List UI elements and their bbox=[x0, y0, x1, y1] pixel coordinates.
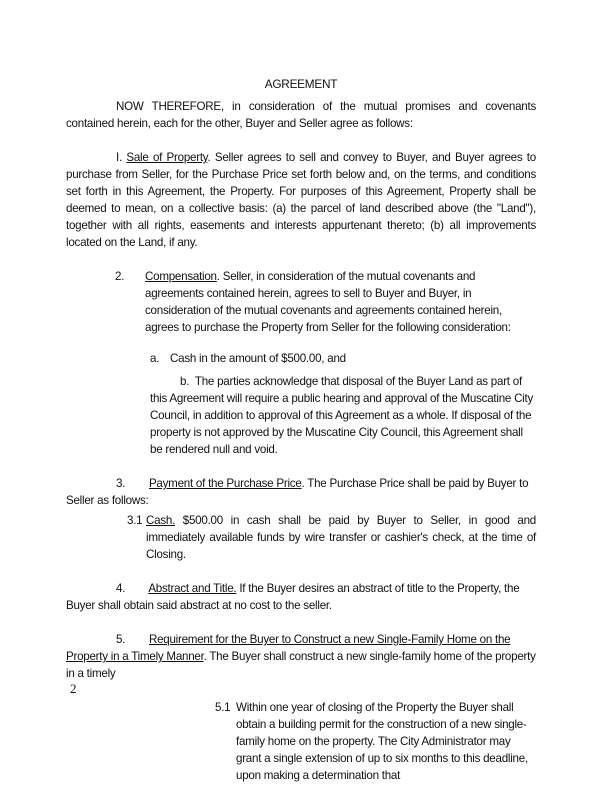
item-text: Cash in the amount of $500.00, and bbox=[170, 352, 346, 365]
section-1 bbox=[66, 149, 536, 251]
item-number: b. bbox=[180, 375, 190, 388]
section-text: . Seller agrees to sell and convey to Buyer, and Buyer agrees to purchase from Seller, for the Purchase Price set forth below and, on the terms, and conditions set forth in this Agreement, the Property. For purposes of this Agreement, Property shall be deemed to mean, on a collective basis: (a) the parcel of land described above (the "Land"), together with all rights, easements and interests appurtenant thereto; (b) all improvements located on the Land, if any. bbox=[66, 151, 536, 249]
item-number: 3.1 bbox=[127, 514, 143, 527]
section-number: 5. bbox=[116, 633, 126, 646]
section-text: . The Purchase Price shall be paid by Buyer to Seller as follows: bbox=[66, 477, 529, 507]
section-text: If the Buyer desires an abstract of title to the Property, the Buyer shall obtain said abstract at no cost to the seller. bbox=[66, 582, 520, 612]
section-heading: Compensation bbox=[145, 270, 217, 283]
intro-paragraph: NOW THEREFORE, in consideration of the mutual promises and covenants contained herein, each for the other, Buyer and Seller agree as follows: bbox=[66, 100, 536, 130]
item-a bbox=[150, 350, 534, 367]
item-5-1 bbox=[215, 699, 536, 784]
section-3 bbox=[66, 475, 536, 509]
item-text: $500.00 in cash shall be paid by Buyer to Seller, in good and immediately available funds by wire transfer or cashier's check, at the time of Closing. bbox=[146, 514, 536, 561]
section-number: 3. bbox=[116, 477, 126, 490]
section-heading: Sale of Property bbox=[126, 151, 208, 164]
section-5 bbox=[66, 631, 536, 682]
page-number: 2 bbox=[70, 681, 77, 696]
section-number: 2. bbox=[115, 270, 125, 283]
document-body bbox=[66, 76, 536, 784]
section-text: . The Buyer shall construct a new single-family home of the property in a timely bbox=[66, 650, 536, 680]
item-text: The parties acknowledge that disposal of the Buyer Land as part of this Agreement will require a public hearing and approval of the Muscatine City Council, in addition to approval of this Agreement as a whole. If disposal of the property is not approved by the Muscatine City Council, this Agreement shall be rendered null and void. bbox=[150, 375, 534, 456]
section-heading: Payment of the Purchase Price bbox=[148, 477, 302, 490]
item-3-1 bbox=[127, 512, 536, 563]
item-number: a. bbox=[150, 352, 160, 365]
item-heading: Cash. bbox=[146, 514, 176, 527]
section-4 bbox=[66, 580, 536, 614]
section-2 bbox=[115, 268, 521, 336]
item-b bbox=[150, 373, 536, 458]
item-number: 5.1 bbox=[215, 701, 231, 714]
item-text: Within one year of closing of the Property the Buyer shall obtain a building permit for the construction of a new single-family home on the property. The City Administrator may grant a single extension of up to six months to this deadline, upon making a determination that bbox=[236, 701, 528, 782]
section-text: . Seller, in consideration of the mutual covenants and agreements contained herein, agrees to sell to Buyer and Buyer, in consideration of the mutual covenants and agreements contained herein, agrees to purchase the Property from Seller for the following consideration: bbox=[145, 270, 511, 334]
section-heading: Abstract and Title. bbox=[148, 582, 237, 595]
section-number: I. bbox=[116, 151, 122, 164]
section-number: 4. bbox=[116, 582, 126, 595]
document-title: AGREEMENT bbox=[264, 77, 338, 91]
section-heading: Requirement for the Buyer to Construct a new Single-Family Home on the Property in a Timely Manner bbox=[66, 633, 511, 663]
